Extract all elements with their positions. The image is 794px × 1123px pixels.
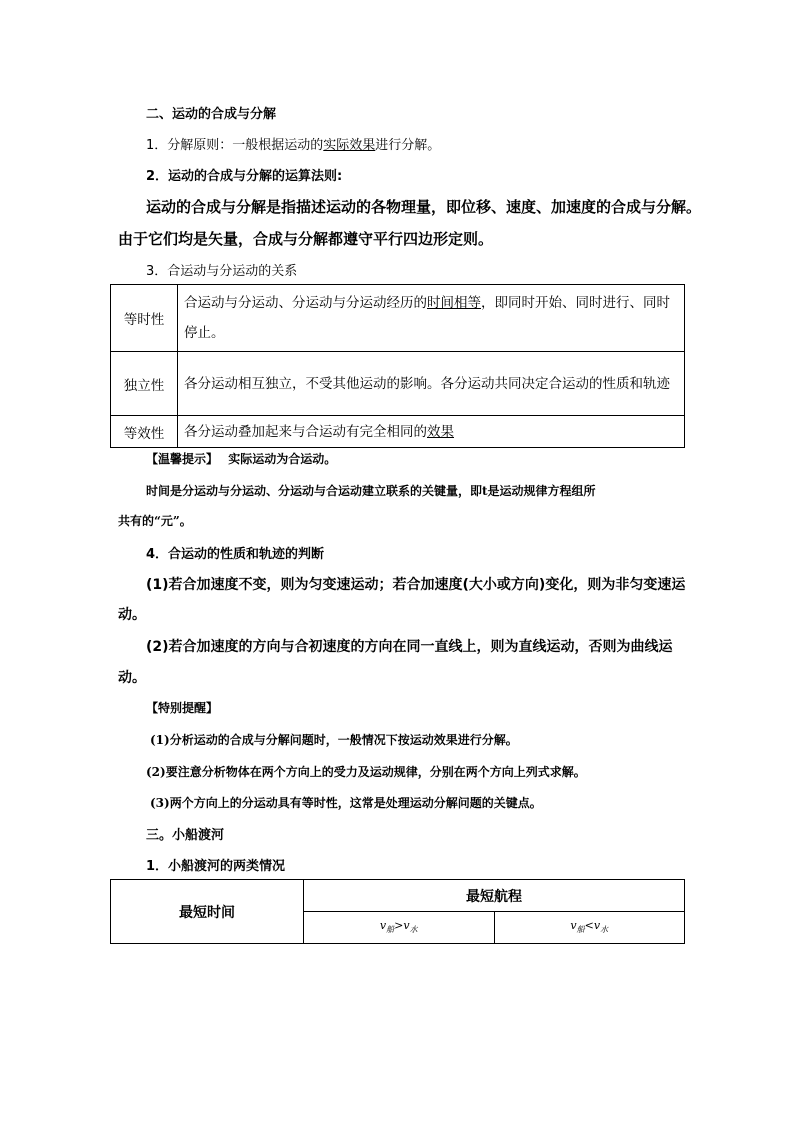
item4-p2-line2: 动。 bbox=[118, 670, 146, 686]
section2-item3: 3．合运动与分运动的关系 bbox=[146, 264, 298, 279]
tip-line bbox=[146, 450, 336, 467]
tip-line2: 共有的“元”。 bbox=[118, 514, 192, 528]
item4-p2-line1: (2)若合加速度的方向与合初速度的方向在同一直线上，则为直线运动，否则为曲线运 bbox=[146, 639, 673, 655]
table-row bbox=[111, 416, 685, 448]
relation-value: 各分运动叠加起来与合运动有完全相同的效果 bbox=[178, 416, 685, 448]
item1-prefix: 1．分解原则：一般根据运动的 bbox=[146, 138, 324, 153]
section2-para-line1: 运动的合成与分解是指描述运动的各物理量，即位移、速度、加速度的合成与分解。 bbox=[146, 198, 702, 216]
case-boat-slower: $v_船<v_水$ bbox=[494, 912, 685, 944]
special-label: 【特别提醒】 bbox=[146, 701, 219, 715]
relation-table bbox=[110, 284, 685, 448]
case-boat-faster: $v_船>v_水$ bbox=[304, 912, 495, 944]
item4-heading: 4．合运动的性质和轨迹的判断 bbox=[146, 547, 325, 562]
table-row bbox=[111, 285, 685, 352]
relation-key: 等效性 bbox=[111, 416, 178, 448]
relation-value: 合运动与分运动、分运动与分运动经历的时间相等，即同时开始、同时进行、同时停止。 bbox=[178, 285, 685, 352]
relation-key: 独立性 bbox=[111, 352, 178, 416]
boat-table bbox=[110, 879, 685, 944]
section2-item1 bbox=[146, 134, 440, 153]
tip-text: 实际运动为合运动。 bbox=[228, 452, 337, 466]
special-note-2: (2)要注意分析物体在两个方向上的受力及运动规律，分别在两个方向上列式求解。 bbox=[146, 765, 586, 779]
relation-key: 等时性 bbox=[111, 285, 178, 352]
section2-heading: 二、运动的合成与分解 bbox=[146, 107, 277, 122]
section3-heading: 三。小船渡河 bbox=[146, 828, 225, 843]
section2-para-line2: 由于它们均是矢量，合成与分解都遵守平行四边形定则。 bbox=[118, 230, 494, 248]
item1-suffix: 进行分解。 bbox=[375, 138, 441, 153]
section3-item1: 1．小船渡河的两类情况 bbox=[146, 859, 286, 874]
tip-label: 【温馨提示】 bbox=[146, 452, 219, 466]
item4-p1-line2: 动。 bbox=[118, 607, 146, 623]
table-row bbox=[111, 880, 685, 912]
table-row bbox=[111, 352, 685, 416]
item4-p1-line1: (1)若合加速度不变，则为匀变速运动；若合加速度(大小或方向)变化，则为非匀变速运 bbox=[146, 577, 686, 593]
shortest-time-header: 最短时间 bbox=[111, 880, 304, 944]
relation-value: 各分运动相互独立，不受其他运动的影响。各分运动共同决定合运动的性质和轨迹 bbox=[178, 352, 685, 416]
shortest-path-header: 最短航程 bbox=[304, 880, 685, 912]
special-note-3: (3)两个方向上的分运动具有等时性，这常是处理运动分解问题的关键点。 bbox=[150, 796, 542, 810]
section2-item2: 2．运动的合成与分解的运算法则: bbox=[146, 169, 343, 184]
special-note-1: (1)分析运动的合成与分解问题时，一般情况下按运动效果进行分解。 bbox=[150, 733, 518, 747]
item1-underlined: 实际效果 bbox=[323, 138, 376, 153]
tip-line1: 时间是分运动与分运动、分运动与合运动建立联系的关键量，即t是运动规律方程组所 bbox=[146, 484, 596, 498]
